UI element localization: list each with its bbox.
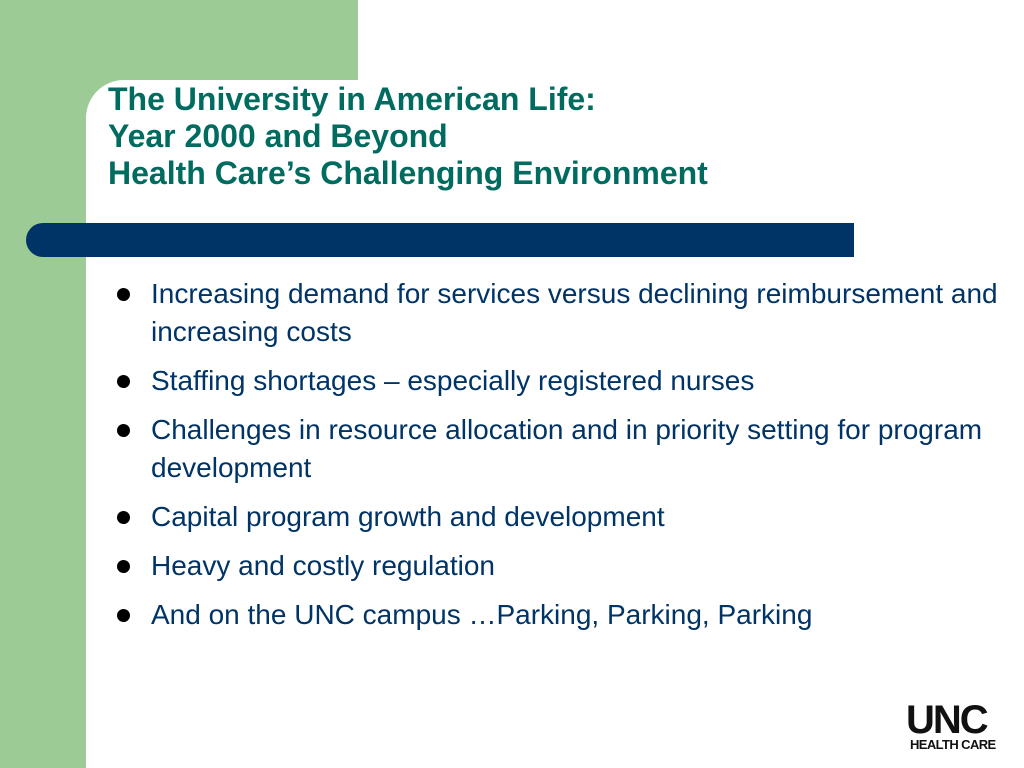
bullet-list — [108, 275, 1008, 645]
bullet-dot-icon — [117, 375, 130, 388]
bullet-dot-icon — [117, 511, 130, 524]
bullet-text: Capital program growth and development — [151, 501, 665, 532]
title-line-2: Year 2000 and Beyond — [108, 118, 448, 154]
bullet-item — [108, 596, 1008, 634]
logo-wordmark: UNC — [906, 698, 987, 742]
bullet-item — [108, 411, 1008, 487]
bullet-text: Staffing shortages – especially registered nurses — [151, 365, 755, 396]
bullet-item — [108, 547, 1008, 585]
bullet-dot-icon — [117, 424, 130, 437]
bullet-item — [108, 498, 1008, 536]
unc-health-care-logo — [906, 700, 1010, 756]
title-line-3: Health Care’s Challenging Environment — [108, 155, 708, 191]
logo-subtitle: HEALTH CARE — [910, 737, 996, 752]
bullet-text: Increasing demand for services versus declining reimbursement and increasing costs — [151, 278, 998, 347]
title-divider-bar — [26, 223, 854, 257]
bullet-dot-icon — [117, 609, 130, 622]
slide-title — [108, 81, 708, 192]
bullet-dot-icon — [117, 560, 130, 573]
bullet-text: Challenges in resource allocation and in priority setting for program development — [151, 414, 983, 483]
bullet-item — [108, 362, 1008, 400]
title-line-1: The University in American Life: — [108, 81, 596, 117]
bullet-dot-icon — [117, 288, 130, 301]
bullet-text: And on the UNC campus …Parking, Parking, Parking — [151, 599, 813, 630]
bullet-text: Heavy and costly regulation — [151, 550, 495, 581]
bullet-item — [108, 275, 1008, 351]
